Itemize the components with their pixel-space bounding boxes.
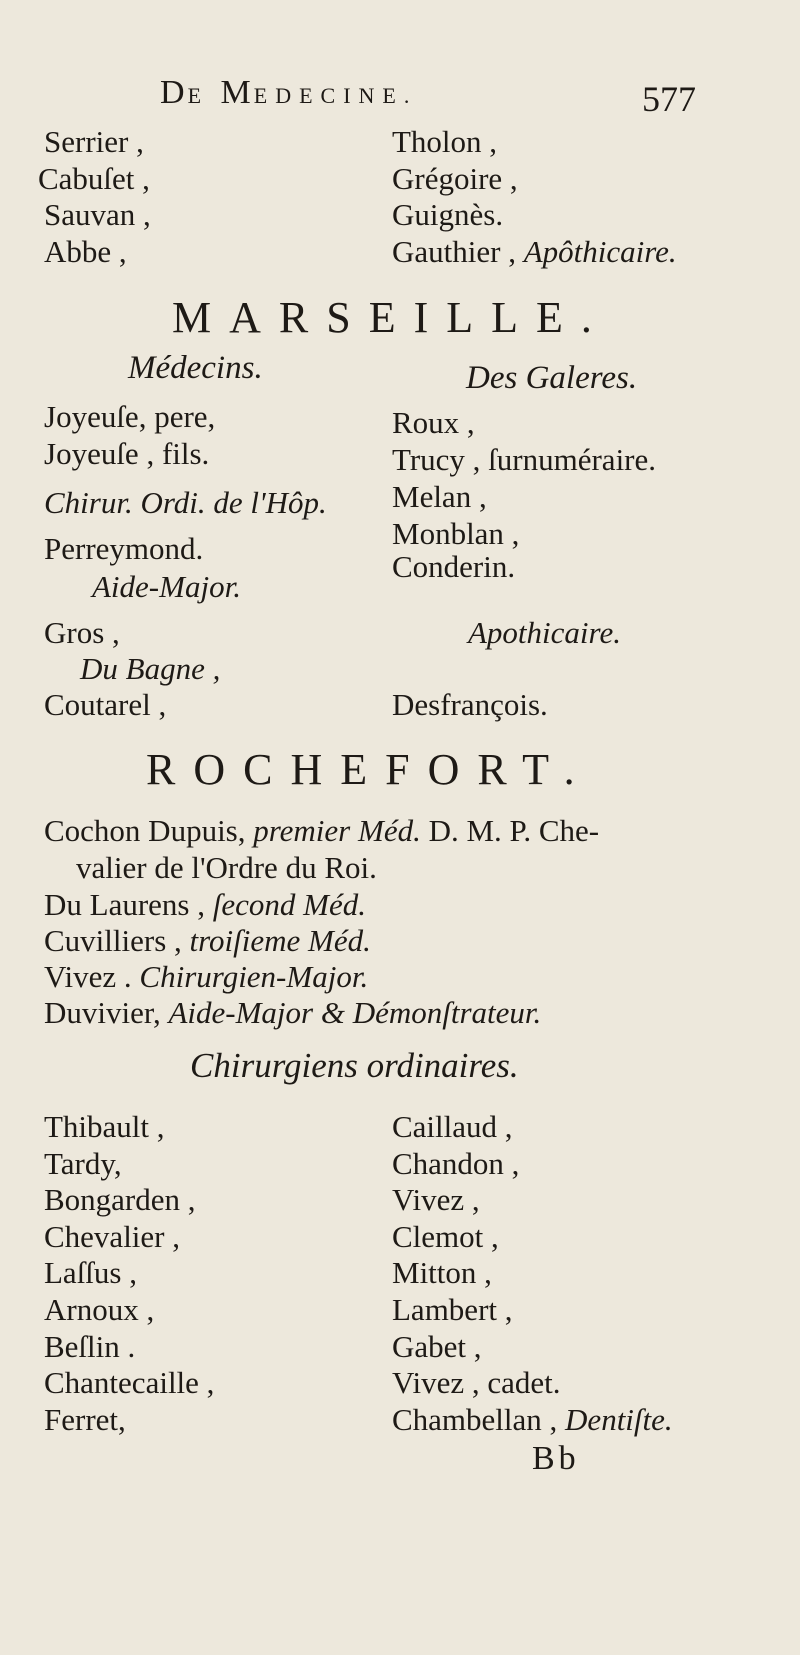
running-head-rest: EDECINE. bbox=[253, 83, 418, 108]
list-item: Sauvan , bbox=[44, 197, 151, 232]
running-head-m: M bbox=[220, 74, 254, 111]
entry-role: ſecond Méd. bbox=[212, 887, 366, 922]
signature-mark: Bb bbox=[532, 1440, 580, 1477]
list-item: Beſlin . bbox=[44, 1329, 136, 1364]
running-head-e: E bbox=[187, 83, 210, 108]
list-item: Desfrançois. bbox=[392, 687, 548, 722]
list-item: Joyeuſe, pere, bbox=[44, 399, 216, 434]
entry-name: Gauthier , bbox=[392, 234, 516, 269]
list-item: Cabuſet , bbox=[38, 161, 150, 196]
list-item: Abbe , bbox=[44, 234, 127, 269]
subheading-aide-major: Aide-Major. bbox=[92, 569, 241, 604]
list-item: Conderin. bbox=[392, 549, 516, 584]
list-item: Vivez , bbox=[392, 1182, 480, 1217]
entry-line bbox=[44, 996, 541, 1030]
entry-name: valier de l'Ordre du Roi. bbox=[76, 850, 377, 885]
list-item: Mitton , bbox=[392, 1255, 492, 1290]
entry-line bbox=[44, 888, 366, 922]
list-item: Lambert , bbox=[392, 1292, 513, 1327]
list-item: Roux , bbox=[392, 405, 475, 440]
entry-line bbox=[44, 924, 371, 958]
subheading-apothicaire: Apothicaire. bbox=[468, 615, 621, 650]
list-item: Vivez , cadet. bbox=[392, 1365, 561, 1400]
running-head bbox=[160, 74, 417, 112]
subheading-chirur: Chirur. Ordi. de l'Hôp. bbox=[44, 485, 327, 520]
list-item: Serrier , bbox=[44, 124, 144, 159]
section-title-rochefort: ROCHEFORT. bbox=[146, 745, 593, 794]
list-item: Tardy, bbox=[44, 1146, 122, 1181]
list-item: Guignès. bbox=[392, 197, 504, 232]
list-item: Chandon , bbox=[392, 1146, 520, 1181]
list-item: Chevalier , bbox=[44, 1219, 181, 1254]
list-item: Ferret, bbox=[44, 1402, 126, 1437]
entry-role: Apôthicaire. bbox=[523, 234, 677, 269]
subheading-bagne: Du Bagne , bbox=[80, 651, 221, 686]
page-number: 577 bbox=[642, 79, 696, 119]
entry-line bbox=[44, 960, 368, 994]
list-item: Coutarel , bbox=[44, 687, 167, 722]
list-item bbox=[392, 1403, 673, 1437]
entry-line bbox=[76, 851, 377, 885]
list-item: Bongarden , bbox=[44, 1182, 196, 1217]
entry-name: Cuvilliers , bbox=[44, 923, 182, 958]
entry-name: Du Laurens , bbox=[44, 887, 205, 922]
list-item: Chantecaille , bbox=[44, 1365, 215, 1400]
entry-role: Dentiſte. bbox=[565, 1402, 673, 1437]
entry-role: Aide-Major & Démonſtrateur. bbox=[168, 995, 542, 1030]
list-item: Joyeuſe , fils. bbox=[44, 436, 210, 471]
section-title-marseille: MARSEILLE. bbox=[172, 293, 610, 342]
list-item: Trucy , ſurnuméraire. bbox=[392, 442, 657, 477]
list-item: Gabet , bbox=[392, 1329, 482, 1364]
list-item bbox=[392, 235, 677, 269]
list-item: Thibault , bbox=[44, 1109, 165, 1144]
entry-name: Chambellan , bbox=[392, 1402, 558, 1437]
list-item: Gros , bbox=[44, 615, 120, 650]
subheading-galeres: Des Galeres. bbox=[466, 360, 638, 396]
list-item: Arnoux , bbox=[44, 1292, 155, 1327]
list-item: Grégoire , bbox=[392, 161, 518, 196]
list-item: Caillaud , bbox=[392, 1109, 513, 1144]
subheading-chirurgiens: Chirurgiens ordinaires. bbox=[190, 1046, 519, 1085]
running-head-d: D bbox=[160, 74, 188, 111]
entry-name: Duvivier, bbox=[44, 995, 161, 1030]
entry-name: Vivez . bbox=[44, 959, 132, 994]
list-item: Melan , bbox=[392, 479, 487, 514]
list-item: Clemot , bbox=[392, 1219, 499, 1254]
subheading-medecins: Médecins. bbox=[128, 350, 263, 386]
list-item: Monblan , bbox=[392, 516, 520, 551]
list-item: Perreymond. bbox=[44, 531, 204, 566]
entry-line bbox=[44, 814, 599, 848]
entry-name: Cochon Dupuis, bbox=[44, 813, 246, 848]
entry-role: Chirurgien-Major. bbox=[139, 959, 369, 994]
entry-role: premier Méd. bbox=[253, 813, 421, 848]
list-item: Tholon , bbox=[392, 124, 498, 159]
entry-role: troiſieme Méd. bbox=[189, 923, 371, 958]
entry-extra: D. M. P. Che- bbox=[428, 813, 600, 848]
list-item: Laſſus , bbox=[44, 1255, 137, 1290]
